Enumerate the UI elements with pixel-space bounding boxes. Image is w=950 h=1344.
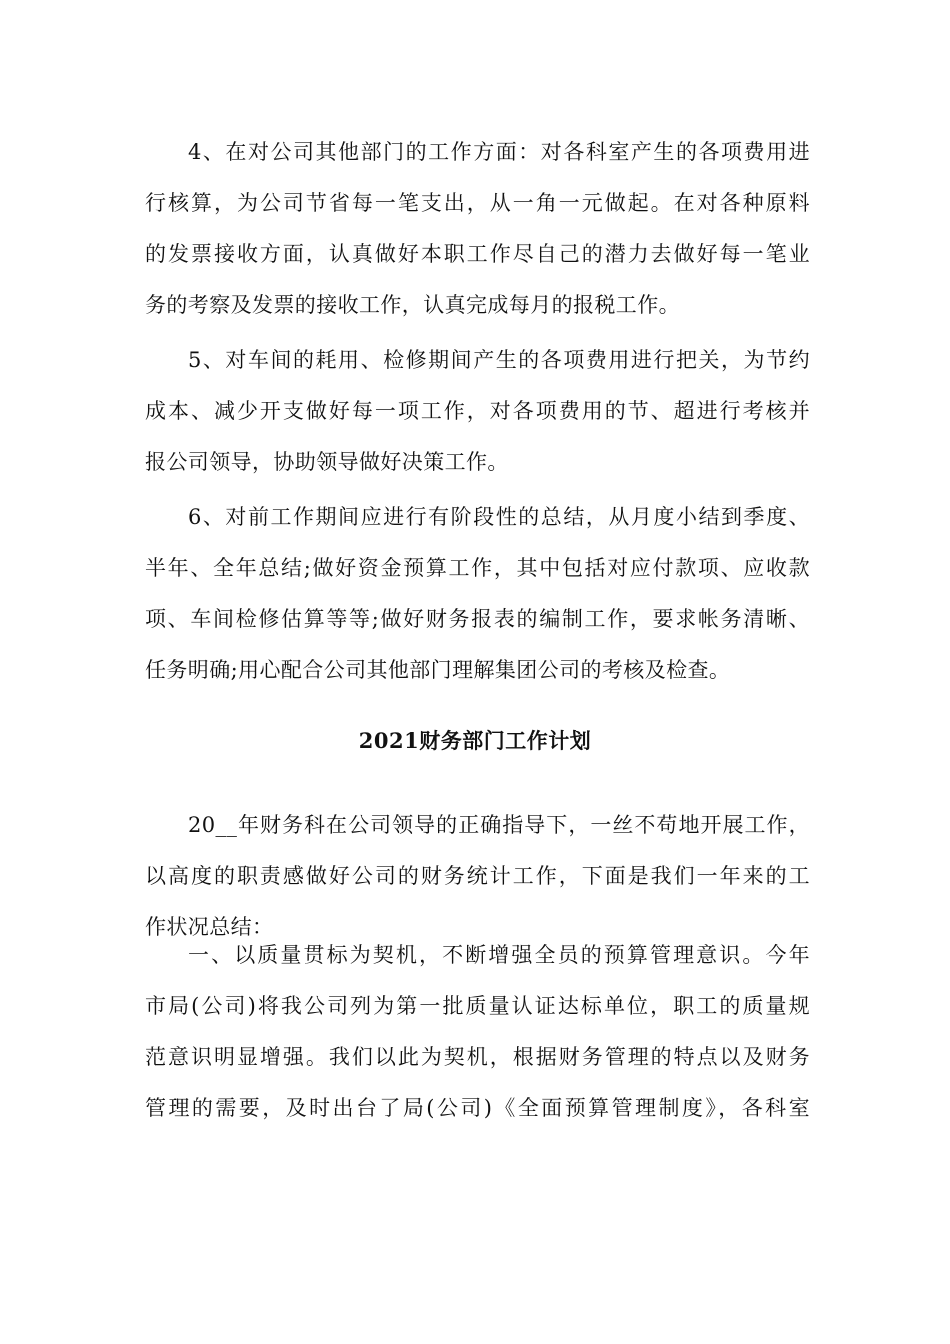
paragraph-line: 5、对车间的耗用、检修期间产生的各项费用进行把关，为节约 — [188, 348, 810, 372]
paragraph-line: 半年、全年总结;做好资金预算工作，其中包括对应付款项、应收款 — [145, 556, 810, 580]
paragraph-line: 成本、减少开支做好每一项工作，对各项费用的节、超进行考核并 — [145, 399, 810, 423]
paragraph-item-4 — [145, 127, 810, 331]
section-heading: 2021财务部门工作计划 — [358, 728, 592, 753]
paragraph-line: 范意识明显增强。我们以此为契机，根据财务管理的特点以及财务 — [145, 1045, 810, 1069]
paragraph-line: 任务明确;用心配合公司其他部门理解集团公司的考核及检查。 — [145, 658, 731, 682]
paragraph-line: 4、在对公司其他部门的工作方面：对各科室产生的各项费用进 — [188, 140, 810, 164]
paragraph-line: 项、车间检修估算等等;做好财务报表的编制工作，要求帐务清晰、 — [145, 607, 810, 631]
paragraph-line: 作状况总结： — [145, 915, 274, 939]
paragraph-line: 20__年财务科在公司领导的正确指导下，一丝不苟地开展工作， — [188, 813, 810, 837]
paragraph-item-6 — [145, 492, 810, 696]
paragraph-line: 6、对前工作期间应进行有阶段性的总结，从月度小结到季度、 — [188, 505, 810, 529]
paragraph-line: 行核算，为公司节省每一笔支出，从一角一元做起。在对各种原料 — [145, 191, 810, 215]
paragraph-line: 市局(公司)将我公司列为第一批质量认证达标单位，职工的质量规 — [145, 994, 810, 1018]
paragraph-line: 务的考察及发票的接收工作，认真完成每月的报税工作。 — [145, 293, 680, 317]
paragraph-line: 一、以质量贯标为契机，不断增强全员的预算管理意识。今年 — [188, 943, 810, 967]
paragraph-section-one — [145, 930, 810, 1134]
paragraph-item-5 — [145, 335, 810, 488]
paragraph-line: 的发票接收方面，认真做好本职工作尽自己的潜力去做好每一笔业 — [145, 242, 810, 266]
paragraph-line: 报公司领导，协助领导做好决策工作。 — [145, 450, 509, 474]
paragraph-line: 管理的需要，及时出台了局(公司)《全面预算管理制度》，各科室 — [145, 1096, 810, 1120]
paragraph-line: 以高度的职责感做好公司的财务统计工作，下面是我们一年来的工 — [145, 864, 810, 888]
